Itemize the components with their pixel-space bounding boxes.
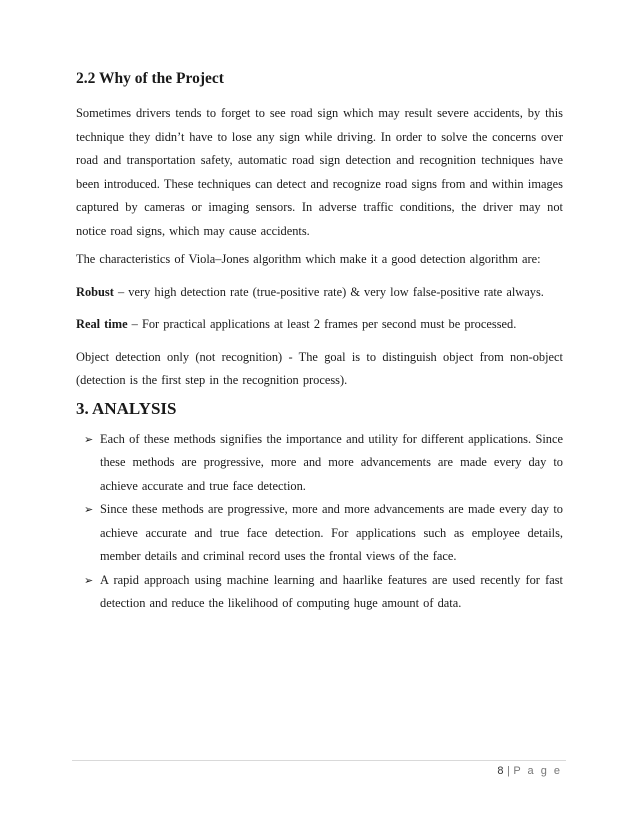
page-content — [76, 68, 563, 616]
arrow-bullet-icon: ➢ — [84, 573, 94, 587]
list-item — [84, 498, 563, 569]
section-heading-analysis: 3. ANALYSIS — [76, 398, 177, 418]
robust-term: Robust — [76, 284, 114, 299]
footer-divider — [72, 760, 566, 761]
list-item — [84, 569, 563, 616]
page-label: P a g e — [513, 765, 562, 777]
page-number: 8 — [497, 765, 504, 777]
section-heading-why-of-project: 2.2 Why of the Project — [76, 70, 224, 87]
arrow-bullet-icon: ➢ — [84, 503, 94, 516]
list-item — [84, 428, 563, 499]
analysis-bullet-list — [76, 428, 563, 616]
list-item-text: A rapid approach using machine learning and haarlike features are used recently for fast detection and reduce the likelihood of computing huge amount of data. — [100, 572, 563, 610]
paragraph-road-signs: Sometimes drivers tends to forget to see road sign which may result severe accidents, by this technique they didn’t have to lose any sign while driving. In order to solve the concerns over road and transportation safety, automatic road sign detection and recognition techniques have been introduced. These techniques can detect and recognize road signs from and within images captured by cameras or imaging sensors. In adverse traffic conditions, the driver may not notice road signs, which may cause accidents. — [76, 106, 563, 238]
paragraph-real-time — [76, 313, 563, 337]
list-item-text: Each of these methods signifies the importance and utility for different applications. Since these methods are progressive, more and more advancements are made every day to achieve accurate and true face detection. — [100, 431, 563, 493]
paragraph-robust — [76, 281, 563, 305]
robust-text: – very high detection rate (true-positive rate) & very low false-positive rate always. — [113, 284, 544, 299]
arrow-bullet-icon: ➢ — [84, 432, 94, 446]
paragraph-viola-jones-intro: The characteristics of Viola–Jones algorithm which make it a good detection algorithm are: — [76, 252, 541, 266]
paragraph-object-detection: Object detection only (not recognition) - The goal is to distinguish object from non-object (detection is the first step in the recognition process). — [76, 349, 563, 387]
footer-separator: | — [506, 765, 511, 777]
realtime-term: Real time — [76, 317, 128, 331]
list-item-text: Since these methods are progressive, more and more advancements are made every day to achieve accurate and true face detection. For applications such as employee details, member details and criminal record uses the frontal views of the face. — [100, 502, 563, 563]
page-footer — [497, 765, 562, 777]
realtime-text: – For practical applications at least 2 frames per second must be processed. — [127, 317, 517, 331]
